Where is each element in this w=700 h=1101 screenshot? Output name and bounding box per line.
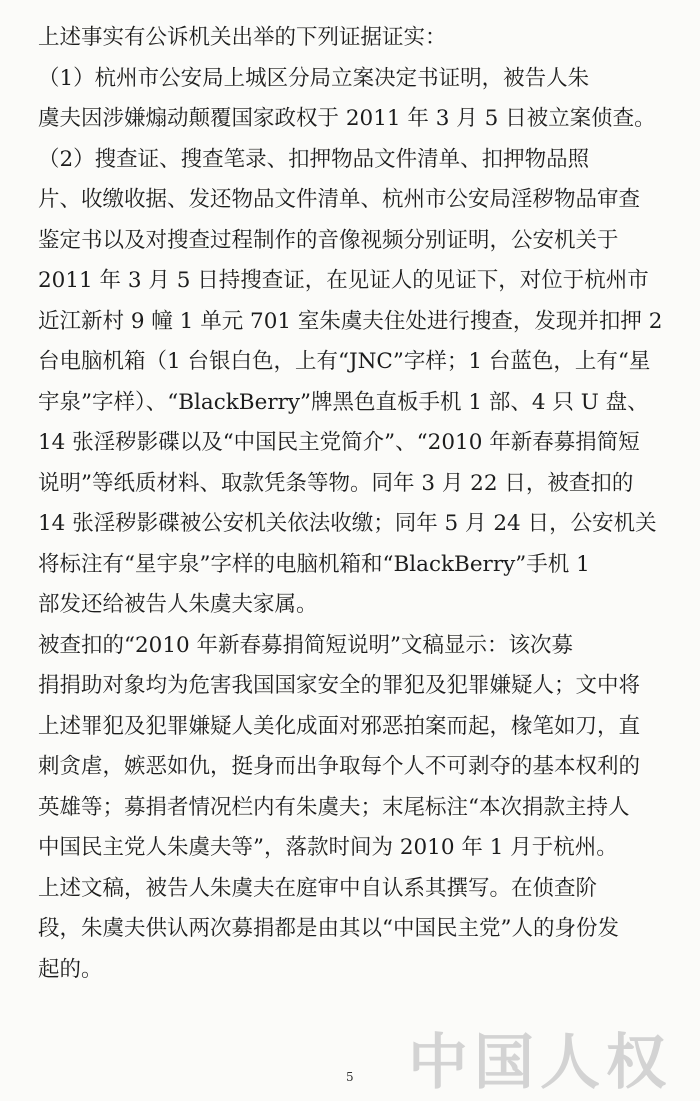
text-line: （2）搜查证、搜查笔录、扣押物品文件清单、扣押物品照 xyxy=(38,146,590,172)
text-line: 英雄等；募捐者情况栏内有朱虞夫；末尾标注“本次捐款主持人 xyxy=(38,794,630,820)
text-line: 14 张淫秽影碟以及“中国民主党简介”、“2010 年新春募捐简短 xyxy=(38,430,640,455)
text-line: 台电脑机箱（1 台银白色，上有“JNC”字样；1 台蓝色，上有“星 xyxy=(38,349,651,374)
text-line: 部发还给被告人朱虞夫家属。 xyxy=(38,592,318,617)
watermark: 中国人权 xyxy=(408,1028,672,1098)
text-line: 起的。 xyxy=(38,956,103,982)
text-line: 说明”等纸质材料、取款凭条等物。同年 3 月 22 日，被查扣的 xyxy=(38,470,634,496)
text-line: 宇泉”字样）、“BlackBerry”牌黑色直板手机 1 部、4 只 U 盘、 xyxy=(38,389,649,415)
text-line: 上述事实有公诉机关出举的下列证据证实： xyxy=(38,25,447,50)
text-line: 鉴定书以及对搜查过程制作的音像视频分别证明，公安机关于 xyxy=(38,227,619,253)
text-line: 上述文稿，被告人朱虞夫在庭审中自认系其撰写。在侦查阶 xyxy=(38,875,598,901)
text-line: 中国民主党人朱虞夫等”，落款时间为 2010 年 1 月于杭州。 xyxy=(38,835,618,860)
text-line: 将标注有“星宇泉”字样的电脑机箱和“BlackBerry”手机 1 xyxy=(38,551,590,577)
text-line: 近江新村 9 幢 1 单元 701 室朱虞夫住处进行搜查，发现并扣押 2 xyxy=(38,308,663,334)
text-line: 虞夫因涉嫌煽动颠覆国家政权于 2011 年 3 月 5 日被立案侦查。 xyxy=(38,106,656,131)
document-body xyxy=(38,18,673,990)
text-line: 刺贪虐，嫉恶如仇，挺身而出争取每个人不可剥夺的基本权利的 xyxy=(38,754,641,779)
text-line: 片、收缴收据、发还物品文件清单、杭州市公安局淫秽物品审查 xyxy=(38,187,641,212)
text-line: 2011 年 3 月 5 日持搜查证，在见证人的见证下，对位于杭州市 xyxy=(38,268,649,293)
text-line: 捐捐助对象均为危害我国国家安全的罪犯及犯罪嫌疑人；文中将 xyxy=(38,673,641,698)
text-line: 上述罪犯及犯罪嫌疑人美化成面对邪恶拍案而起，椽笔如刀，直 xyxy=(38,713,641,739)
text-line: 段，朱虞夫供认两次募捐都是由其以“中国民主党”人的身份发 xyxy=(38,916,619,941)
page-number: 5 xyxy=(346,1070,354,1084)
text-line: （1）杭州市公安局上城区分局立案决定书证明，被告人朱 xyxy=(38,65,590,91)
text-line: 14 张淫秽影碟被公安机关依法收缴；同年 5 月 24 日，公安机关 xyxy=(38,511,657,536)
text-line: 被查扣的“2010 年新春募捐简短说明”文稿显示：该次募 xyxy=(38,632,574,658)
